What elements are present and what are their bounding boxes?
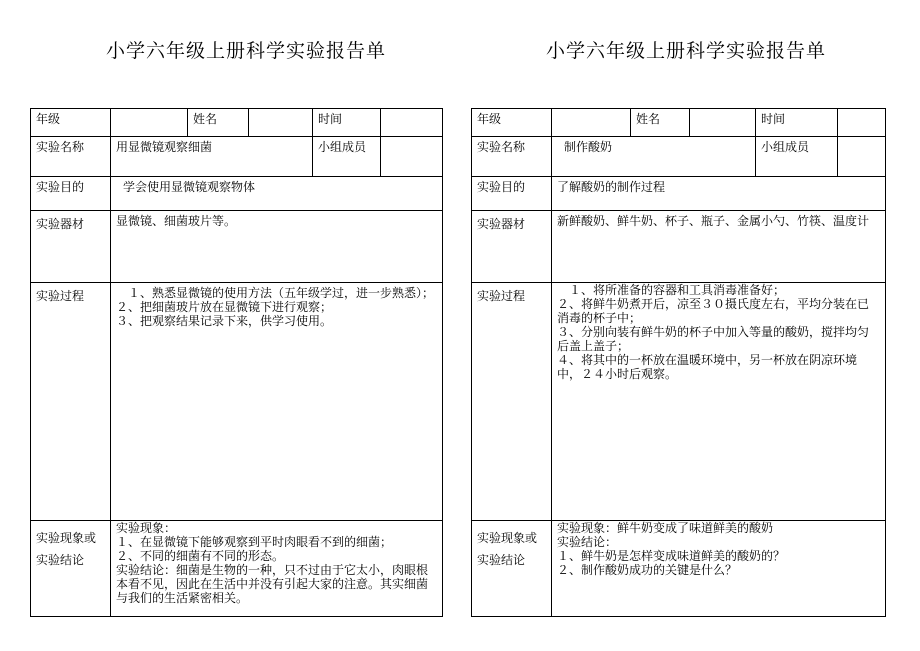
materials-label: 实验器材 xyxy=(31,211,111,283)
purpose-label: 实验目的 xyxy=(472,177,552,211)
materials-value: 新鲜酸奶、鲜牛奶、杯子、瓶子、金属小勺、竹筷、温度计 xyxy=(552,211,886,283)
result-line: １、在显微镜下能够观察到平时肉眼看不到的细菌； xyxy=(116,535,393,549)
result-line: １、鲜牛奶是怎样变成味道鲜美的酸奶的？ xyxy=(557,549,786,563)
process-value xyxy=(111,283,443,521)
report-table xyxy=(30,108,443,617)
group-members-label: 小组成员 xyxy=(756,137,838,177)
process-label: 实验过程 xyxy=(31,283,111,521)
process-label: 实验过程 xyxy=(472,283,552,521)
time-value[interactable] xyxy=(381,109,443,137)
result-line: ２、不同的细菌有不同的形态。 xyxy=(116,549,285,563)
result-value xyxy=(552,521,886,617)
grade-value[interactable] xyxy=(552,109,631,137)
name-value[interactable] xyxy=(690,109,756,137)
result-line: 实验现象：鲜牛奶变成了味道鲜美的酸奶 xyxy=(557,521,774,535)
materials-value: 显微镜、细菌玻片等。 xyxy=(111,211,443,283)
result-line: ２、制作酸奶成功的关键是什么？ xyxy=(557,563,738,577)
group-members-label: 小组成员 xyxy=(313,137,381,177)
report-table xyxy=(471,108,886,617)
purpose-value: 学会使用显微镜观察物体 xyxy=(111,177,443,211)
process-step: ２、把细菌玻片放在显微镜下进行观察； xyxy=(116,300,333,314)
time-value[interactable] xyxy=(838,109,886,137)
process-step: １、熟悉显微镜的使用方法（五年级学过，进一步熟悉）； xyxy=(128,286,435,300)
page-title: 小学六年级上册科学实验报告单 xyxy=(106,40,387,62)
purpose-value: 了解酸奶的制作过程 xyxy=(552,177,886,211)
result-line: 实验结论：细菌是生物的一种，只不过由于它太小，肉眼根本看不见，因此在生活中并没有引起大家的注意。其实细菌与我们的生活紧密相关。 xyxy=(116,563,429,605)
process-step: ３、分别向装有鲜牛奶的杯子中加入等量的酸奶，搅拌均匀后盖上盖子； xyxy=(557,325,870,353)
grade-label: 年级 xyxy=(31,109,111,137)
process-step: １、将所准备的容器和工具消毒准备好； xyxy=(569,283,786,297)
time-label: 时间 xyxy=(756,109,838,137)
materials-label: 实验器材 xyxy=(472,211,552,283)
page-title: 小学六年级上册科学实验报告单 xyxy=(546,40,827,62)
group-members-value[interactable] xyxy=(381,137,443,177)
result-line: 实验现象： xyxy=(116,521,177,535)
time-label: 时间 xyxy=(313,109,381,137)
group-members-value[interactable] xyxy=(838,137,886,177)
name-label: 姓名 xyxy=(631,109,690,137)
experiment-name-label: 实验名称 xyxy=(472,137,552,177)
experiment-name-value: 用显微镜观察细菌 xyxy=(111,137,313,177)
name-value[interactable] xyxy=(249,109,313,137)
grade-value[interactable] xyxy=(111,109,188,137)
process-step: ３、把观察结果记录下来，供学习使用。 xyxy=(116,314,333,328)
name-label: 姓名 xyxy=(188,109,249,137)
result-value xyxy=(111,521,443,617)
process-value xyxy=(552,283,886,521)
result-label: 实验现象或 实验结论 xyxy=(472,521,552,617)
result-line: 实验结论： xyxy=(557,535,618,549)
process-step: ２、将鲜牛奶煮开后，凉至３０摄氏度左右，平均分装在已消毒的杯子中； xyxy=(557,297,870,325)
purpose-label: 实验目的 xyxy=(31,177,111,211)
result-label: 实验现象或 实验结论 xyxy=(31,521,111,617)
experiment-name-label: 实验名称 xyxy=(31,137,111,177)
experiment-name-value: 制作酸奶 xyxy=(552,137,756,177)
process-step: ４、将其中的一杯放在温暖环境中，另一杯放在阴凉环境中，２４小时后观察。 xyxy=(557,353,858,381)
grade-label: 年级 xyxy=(472,109,552,137)
